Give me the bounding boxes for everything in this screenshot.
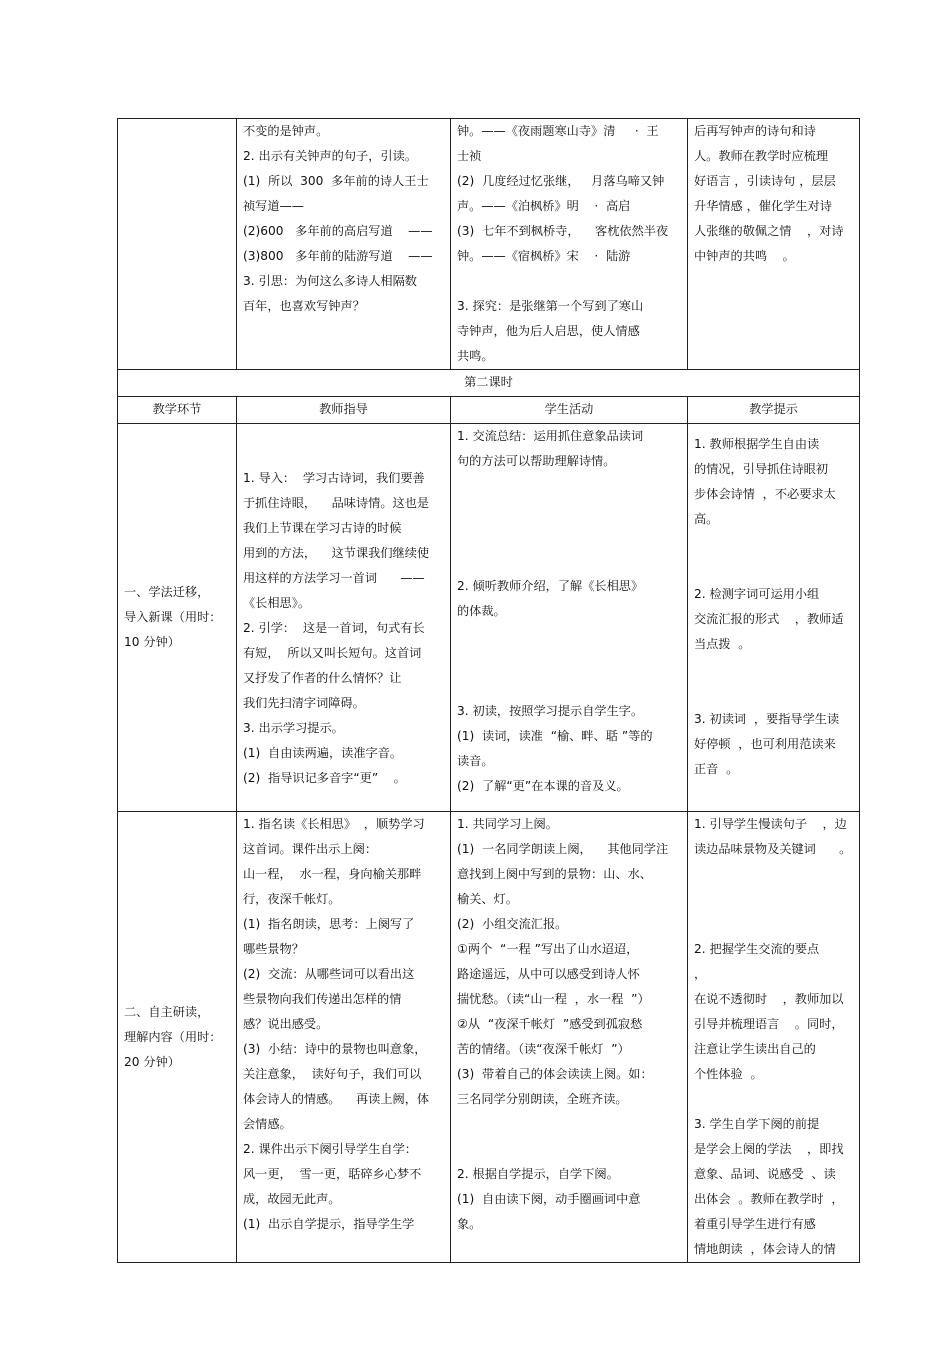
spacer	[694, 862, 853, 887]
text-line: 共鸣。	[457, 349, 494, 363]
table-row-continued	[118, 119, 860, 370]
text-line: 不变的是钟声。	[243, 124, 329, 138]
text-line: (3) 七年不到枫桥寺， 客枕依然半夜	[457, 224, 669, 238]
text-line: 揣忧愁。（读“山一程 ，水一程 ”）	[457, 992, 650, 1006]
text-line: 意象、品词、说感受 、读	[694, 1167, 836, 1181]
text-line: 关注意象， 读好句子，我们可以	[243, 1067, 422, 1081]
text-line: 着重引导学生进行有感	[694, 1217, 816, 1231]
text-line: 体会诗人的情感。 再读上阙，体	[243, 1092, 430, 1106]
text-line: 1. 交流总结：运用抓住意象品读词	[457, 429, 644, 443]
text-line: 1. 导入： 学习古诗词，我们要善	[243, 471, 425, 485]
text-line: (3) 带着自己的体会读读上阕。如：	[457, 1067, 653, 1081]
text-line: (3)800 多年前的陆游写道 ——	[243, 249, 433, 263]
text-line: 理解内容（用时：	[124, 1029, 222, 1044]
spacer	[694, 532, 853, 557]
text-line: 2. 根据自学提示，自学下阕。	[457, 1167, 619, 1181]
spacer	[694, 682, 853, 707]
text-line: 2. 把握学生交流的要点 ，	[694, 942, 843, 981]
text-line: 1. 教师根据学生自由读	[694, 437, 820, 451]
text-line: 当点拨 。	[694, 637, 751, 651]
text-line: 出体会 。教师在教学时 ，	[694, 1192, 844, 1206]
text-line: 3. 探究：是张继第一个写到了寒山	[457, 299, 644, 313]
text-line: 在说不透彻时 ，教师加以	[694, 992, 844, 1006]
text-line: 1. 共同学习上阕。	[457, 817, 558, 831]
spacer	[457, 1112, 681, 1137]
text-line: 人张继的敬佩之情 ，对诗	[694, 224, 844, 238]
spacer	[694, 1087, 853, 1112]
text-line: 好语言 ，引读诗句 ，层层	[694, 174, 836, 188]
text-line: 10 分钟）	[124, 635, 180, 649]
table-row-stage2	[118, 812, 860, 1263]
text-line: ②从 “夜深千帐灯 ”感受到孤寂愁	[457, 1017, 643, 1031]
text-line: (1) 所以 300 多年前的诗人王士	[243, 174, 429, 188]
text-line: 声。——《泊枫桥》明 · 高启	[457, 199, 631, 213]
section-title-row	[118, 370, 860, 397]
spacer	[457, 269, 681, 294]
text-line: 正音 。	[694, 762, 739, 776]
text-line: 是学会上阕的学法 ，即找	[694, 1142, 844, 1156]
header-tips: 教学提示	[688, 397, 860, 424]
text-line: 感？说出感受。	[243, 1017, 329, 1031]
teacher-cell	[237, 812, 451, 1263]
text-line: 我们上节课在学习古诗的时候	[243, 521, 402, 535]
text-line: (1) 自由读下阕，动手圈画词中意	[457, 1192, 641, 1206]
text-line: 3. 引思：为何这么多诗人相隔数	[243, 274, 417, 288]
text-line: 交流汇报的形式 ，教师适	[694, 612, 844, 626]
student-cell	[451, 812, 688, 1263]
text-line: 些景物向我们传递出怎样的情	[243, 992, 402, 1006]
text-line: 注意让学生读出自己的	[694, 1042, 816, 1056]
text-line: (1) 指名朗读，思考：上阕写了	[243, 917, 415, 931]
text-line: 3. 出示学习提示。	[243, 721, 344, 735]
text-line: 有短， 所以又叫长短句。这首词	[243, 646, 422, 660]
text-line: 钟。——《夜雨题寒山寺》清 · 王	[457, 124, 659, 138]
text-line: (2)600 多年前的高启写道 ——	[243, 224, 433, 238]
text-line: 苦的情绪。（读“夜深千帐灯 ”）	[457, 1042, 630, 1056]
text-line: 《长相思》。	[243, 596, 311, 610]
spacer	[457, 1137, 681, 1162]
text-line: 象。	[457, 1217, 482, 1231]
text-line: (1) 出示自学提示，指导学生学	[243, 1217, 415, 1231]
spacer	[694, 887, 853, 912]
text-line: 句的方法可以帮助理解诗情。	[457, 454, 616, 468]
spacer	[694, 912, 853, 937]
spacer	[457, 499, 681, 524]
tips-cell	[688, 812, 860, 1263]
text-line: (3) 小结：诗中的景物也叫意象，	[243, 1042, 427, 1056]
text-line: 风一更， 雪一更，聒碎乡心梦不	[243, 1167, 422, 1181]
text-line: 榆关、灯。	[457, 892, 518, 906]
text-line: (2) 几度经过忆张继， 月落乌啼又钟	[457, 174, 665, 188]
section-title: 第二课时	[118, 370, 860, 397]
spacer	[694, 657, 853, 682]
text-line: 引导并梳理语言 。同时，	[694, 1017, 844, 1031]
student-cell	[451, 424, 688, 812]
text-line: 用到的方法， 这节课我们继续使	[243, 546, 430, 560]
text-line: 后再写钟声的诗句和诗	[694, 124, 816, 138]
text-line: 导入新课（用时：	[124, 610, 222, 624]
text-line: 成，故园无此声。	[243, 1192, 341, 1206]
spacer	[457, 674, 681, 699]
text-line: 三名同学分别朗读，全班齐读。	[457, 1092, 628, 1106]
text-line: (1) 读词，读准 “榆、畔、聒 ”等的	[457, 729, 653, 743]
text-line: 中钟声的共鸣 。	[694, 249, 795, 263]
text-line: 2. 引学： 这是一首词，句式有长	[243, 621, 425, 635]
text-line: 一、学法迁移，	[124, 585, 210, 599]
tips-cell	[688, 424, 860, 812]
stage-label	[118, 812, 237, 1263]
text-line: 读音。	[457, 754, 494, 768]
student-cell	[451, 119, 688, 370]
text-line: 3. 初读词 ，要指导学生读	[694, 712, 840, 726]
text-line: 山一程， 水一程，身向榆关那畔	[243, 867, 422, 881]
spacer	[694, 557, 853, 582]
table-row-stage1	[118, 424, 860, 812]
text-line: 读边品味景物及关键词 。	[694, 842, 852, 856]
text-line: (1) 一名同学朗读上阕， 其他同学注	[457, 842, 669, 856]
header-row	[118, 397, 860, 424]
text-line: 士祯	[457, 149, 482, 163]
text-line: (2) 交流：从哪些词可以看出这	[243, 967, 415, 981]
header-stage: 教学环节	[118, 397, 237, 424]
teacher-cell	[237, 424, 451, 812]
text-line: 2. 课件出示下阕引导学生自学：	[243, 1142, 417, 1156]
text-line: 哪些景物？	[243, 942, 304, 956]
text-line: ①两个 “一程 ”写出了山水迢迢，	[457, 942, 639, 956]
text-line: 升华情感 ，催化学生对诗	[694, 199, 832, 213]
text-line: 2. 检测字词可运用小组	[694, 587, 820, 601]
stage-label	[118, 424, 237, 812]
spacer	[457, 524, 681, 549]
text-line: (2) 指导识记多音字“更” 。	[243, 771, 406, 785]
text-line: 这首词。课件出示上阕：	[243, 842, 378, 856]
tips-cell	[688, 119, 860, 370]
text-line: 意找到上阕中写到的景物：山、水、	[457, 867, 652, 881]
lesson-plan-table	[117, 118, 860, 1263]
text-line: 个性体验 。	[694, 1067, 763, 1081]
spacer	[457, 549, 681, 574]
text-line: 又抒发了作者的什么情怀？让	[243, 671, 402, 685]
text-line: 情地朗读 ，体会诗人的情	[694, 1242, 836, 1256]
text-line: 于抓住诗眼， 品味诗情。这也是	[243, 496, 430, 510]
text-line: 20 分钟）	[124, 1054, 180, 1069]
text-line: (1) 自由读两遍，读准字音。	[243, 746, 403, 760]
text-line: (2) 了解“更”在本课的音及义。	[457, 779, 629, 793]
text-line: 步体会诗情 ，不必要求太	[694, 487, 836, 501]
text-line: 祯写道——	[243, 199, 304, 213]
stage-cell-empty	[118, 119, 237, 370]
teacher-cell	[237, 119, 451, 370]
text-line: 会情感。	[243, 1117, 292, 1131]
spacer	[457, 649, 681, 674]
text-line: 人。教师在教学时应梳理	[694, 149, 829, 163]
text-line: 我们先扫清字词障碍。	[243, 696, 365, 710]
text-line: 的情况，引导抓住诗眼初	[694, 462, 829, 476]
text-line: 钟。——《宿枫桥》宋 · 陆游	[457, 249, 631, 263]
header-teacher: 教师指导	[237, 397, 451, 424]
text-line: 二、自主研读，	[124, 1004, 210, 1019]
spacer	[457, 474, 681, 499]
text-line: 高。	[694, 512, 719, 526]
text-line: 用这样的方法学习一首词 ——	[243, 571, 425, 585]
header-student: 学生活动	[451, 397, 688, 424]
text-line: (2) 小组交流汇报。	[457, 917, 568, 931]
text-line: 寺钟声，他为后人启思，使人情感	[457, 324, 640, 338]
text-line: 1. 引导学生慢读句子 ，边	[694, 817, 847, 831]
text-line: 好停顿 ，也可利用范读来	[694, 737, 836, 751]
text-line: 2. 出示有关钟声的句子，引读。	[243, 149, 417, 163]
text-line: 2. 倾听教师介绍，了解《长相思》	[457, 579, 644, 593]
spacer	[457, 624, 681, 649]
spacer	[243, 441, 444, 466]
text-line: 路途遥远，从中可以感受到诗人怀	[457, 967, 640, 981]
text-line: 的体裁。	[457, 604, 506, 618]
text-line: 行，夜深千帐灯。	[243, 892, 341, 906]
text-line: 1. 指名读《长相思》 ，顺势学习	[243, 817, 425, 831]
text-line: 3. 学生自学下阕的前提	[694, 1117, 820, 1131]
text-line: 百年，也喜欢写钟声？	[243, 299, 365, 313]
text-line: 3. 初读，按照学习提示自学生字。	[457, 704, 644, 718]
